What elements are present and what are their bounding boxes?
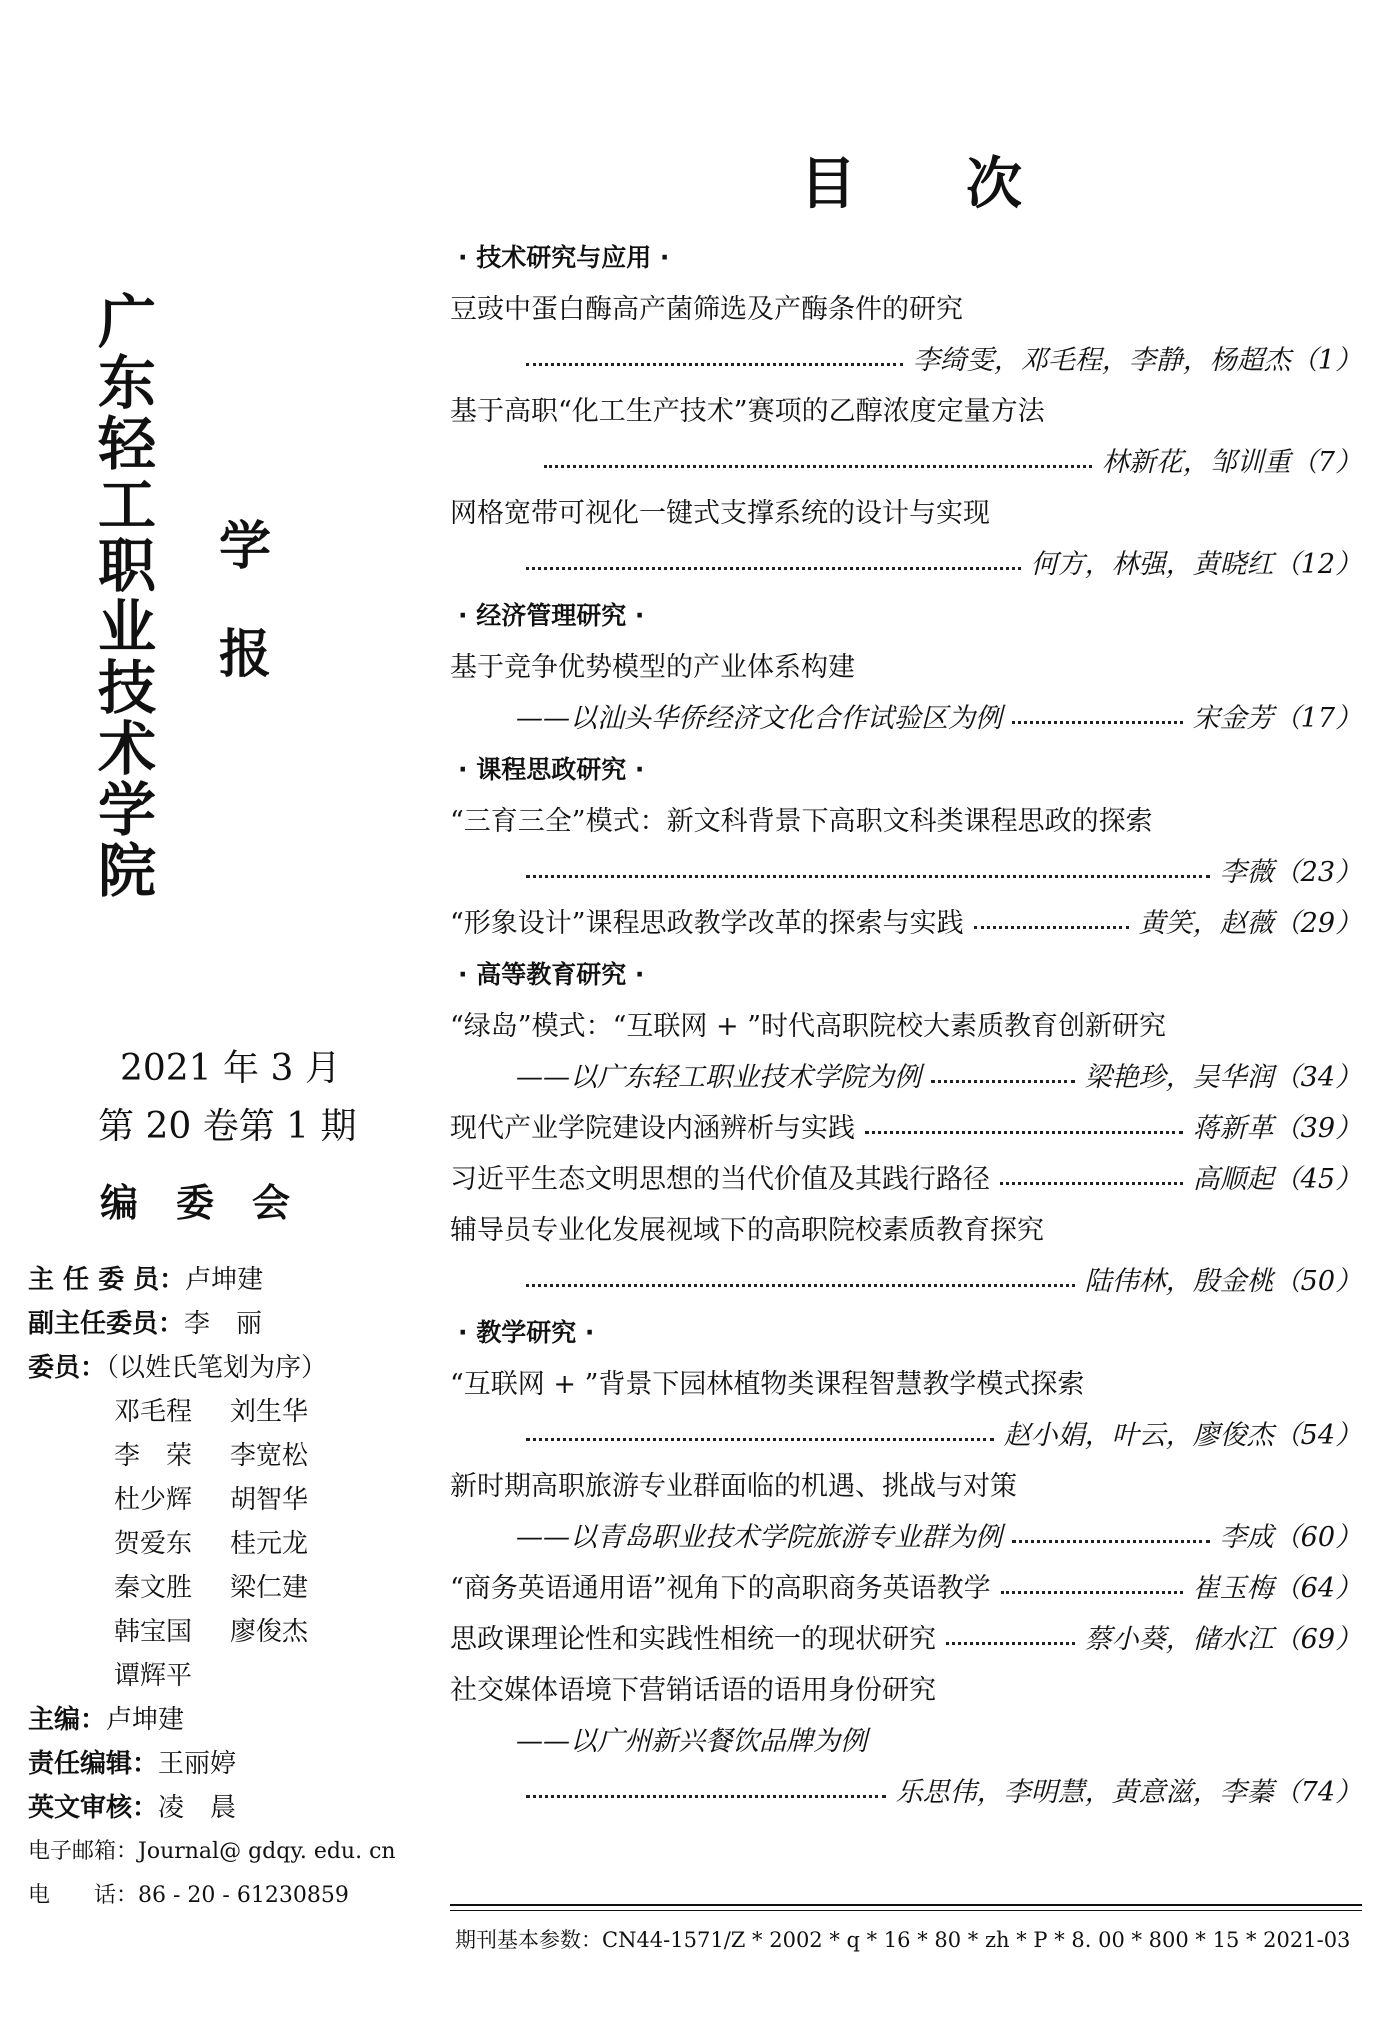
- article-title: 辅导员专业化发展视域下的高职院校素质教育探究: [450, 1215, 1044, 1246]
- article-title: 网格宽带可视化一键式支撑系统的设计与实现: [450, 498, 990, 529]
- journal-name-char: 轻: [97, 410, 156, 478]
- member-name: 李 荣: [114, 1441, 193, 1471]
- journal-name-char: 术: [97, 715, 156, 783]
- journal-sub-char: 报: [218, 625, 271, 685]
- article-authors: 李绮雯，邓毛程，李静，杨超杰（1）: [450, 335, 1362, 386]
- journal-name-char: 工: [97, 471, 156, 539]
- article-authors: 赵小娟，叶云，廖俊杰（54）: [450, 1410, 1362, 1461]
- article-title: 社交媒体语境下营销话语的语用身份研究: [450, 1675, 936, 1706]
- toc-title: 目次: [800, 152, 1132, 217]
- member-row: [28, 1654, 396, 1698]
- resp-editor-name: 王丽婷: [158, 1749, 237, 1779]
- article-title: 现代产业学院建设内涵辨析与实践 蒋新革（39）: [450, 1113, 1362, 1144]
- article-title: “形象设计”课程思政教学改革的探索与实践 黄笑，赵薇（29）: [450, 908, 1362, 939]
- article-title: 思政课理论性和实践性相统一的现状研究 蔡小葵，储水江（69）: [450, 1624, 1362, 1655]
- en-review-label: 英文审核：: [28, 1793, 159, 1823]
- article-title: “商务英语通用语”视角下的高职商务英语教学 崔玉梅（64）: [450, 1573, 1362, 1604]
- member-name: 谭辉平: [114, 1661, 193, 1691]
- footer-rule-thin: [450, 1910, 1362, 1911]
- director-label: 主 任 委 员：: [28, 1265, 186, 1295]
- member-name: 秦文胜: [114, 1573, 193, 1603]
- board-title: 编委会: [100, 1181, 329, 1225]
- phone-label: 电 话：: [28, 1883, 139, 1908]
- member-name: 贺爱东: [114, 1529, 193, 1559]
- member-name: 李宽松: [230, 1441, 309, 1471]
- section-heading: · 经济管理研究 ·: [458, 601, 645, 630]
- member-row: [28, 1566, 396, 1610]
- article-title: 豆豉中蛋白酶高产菌筛选及产酶条件的研究: [450, 294, 963, 325]
- vice-director-name: 李 丽: [184, 1309, 263, 1339]
- member-row: [28, 1390, 396, 1434]
- table-of-contents: [450, 232, 1362, 1818]
- vice-director-label: 副主任委员：: [28, 1309, 185, 1339]
- journal-name-char: 学: [97, 776, 156, 844]
- editor-name: 卢坤建: [106, 1705, 185, 1735]
- journal-name-vertical: [92, 288, 162, 905]
- journal-name-char: 东: [97, 349, 156, 417]
- article-title: “三育三全”模式：新文科背景下高职文科类课程思政的探索: [450, 806, 1153, 837]
- article-subtitle: ——以汕头华侨经济文化合作试验区为例 宋金芳（17）: [516, 703, 1362, 734]
- member-name: 邓毛程: [114, 1397, 193, 1427]
- article-title: “绿岛”模式：“互联网 + ”时代高职院校大素质教育创新研究: [450, 1011, 1166, 1042]
- article-title: 基于高职“化工生产技术”赛项的乙醇浓度定量方法: [450, 396, 1045, 427]
- article-title: “互联网 + ”背景下园林植物类课程智慧教学模式探索: [450, 1369, 1085, 1400]
- article-authors: 林新花，邹训重（7）: [450, 437, 1362, 488]
- section-heading: · 课程思政研究 ·: [458, 755, 645, 784]
- resp-editor-label: 责任编辑：: [28, 1749, 159, 1779]
- member-row: [28, 1610, 396, 1654]
- member-name: 刘生华: [230, 1397, 309, 1427]
- article-authors: 乐思伟，李明慧，黄意滋，李蓁（74）: [450, 1767, 1362, 1818]
- members-label: 委员：: [28, 1353, 107, 1383]
- article-authors: 李薇（23）: [450, 847, 1362, 898]
- article-subtitle: ——以青岛职业技术学院旅游专业群为例 李成（60）: [516, 1522, 1362, 1553]
- section-heading: · 教学研究 ·: [458, 1318, 595, 1347]
- journal-name-char: 职: [97, 532, 156, 600]
- member-name: 韩宝国: [114, 1617, 193, 1647]
- members-note: （以姓氏笔划为序）: [106, 1353, 328, 1383]
- issue-volume: 第 20 卷第 1 期: [98, 1106, 357, 1147]
- article-authors: 陆伟林，殷金桃（50）: [450, 1256, 1362, 1307]
- journal-sub-char: 学: [218, 517, 271, 577]
- email-value: Journal@ gdqy. edu. cn: [138, 1839, 396, 1864]
- en-review-name: 凌 晨: [158, 1793, 237, 1823]
- member-name: 桂元龙: [230, 1529, 309, 1559]
- phone-value: 86 - 20 - 61230859: [138, 1883, 349, 1908]
- article-title: 新时期高职旅游专业群面临的机遇、挑战与对策: [450, 1471, 1017, 1502]
- journal-name-char: 广: [97, 288, 156, 356]
- footer-rule: [450, 1904, 1362, 1906]
- article-title: 基于竞争优势模型的产业体系构建: [450, 652, 855, 683]
- journal-name-char: 院: [97, 837, 156, 905]
- section-heading: · 技术研究与应用 ·: [458, 243, 670, 272]
- section-heading: · 高等教育研究 ·: [458, 960, 645, 989]
- member-name: 廖俊杰: [230, 1617, 309, 1647]
- journal-parameters: 期刊基本参数：CN44-1571/Z * 2002 * q * 16 * 80 * zh * P * 8. 00 * 800 * 15 * 2021-03: [455, 1928, 1351, 1952]
- member-name: 梁仁建: [230, 1573, 309, 1603]
- journal-name-char: 技: [97, 654, 156, 722]
- email-label: 电子邮箱：: [28, 1839, 139, 1864]
- member-row: [28, 1478, 396, 1522]
- article-subtitle: ——以广州新兴餐饮品牌为例: [516, 1726, 867, 1757]
- article-authors: 何方，林强，黄晓红（12）: [450, 539, 1362, 590]
- member-name: 胡智华: [230, 1485, 309, 1515]
- editorial-board: [28, 1258, 396, 1918]
- journal-subtitle-vertical: [210, 517, 280, 685]
- member-row: [28, 1434, 396, 1478]
- director-name: 卢坤建: [185, 1265, 264, 1295]
- issue-date: 2021 年 3 月: [120, 1048, 341, 1089]
- journal-name-char: 业: [97, 593, 156, 661]
- editor-label: 主编：: [28, 1705, 107, 1735]
- member-name: 杜少辉: [114, 1485, 193, 1515]
- article-subtitle: ——以广东轻工职业技术学院为例 梁艳珍，吴华润（34）: [516, 1062, 1362, 1093]
- article-title: 习近平生态文明思想的当代价值及其践行路径 高顺起（45）: [450, 1164, 1362, 1195]
- member-row: [28, 1522, 396, 1566]
